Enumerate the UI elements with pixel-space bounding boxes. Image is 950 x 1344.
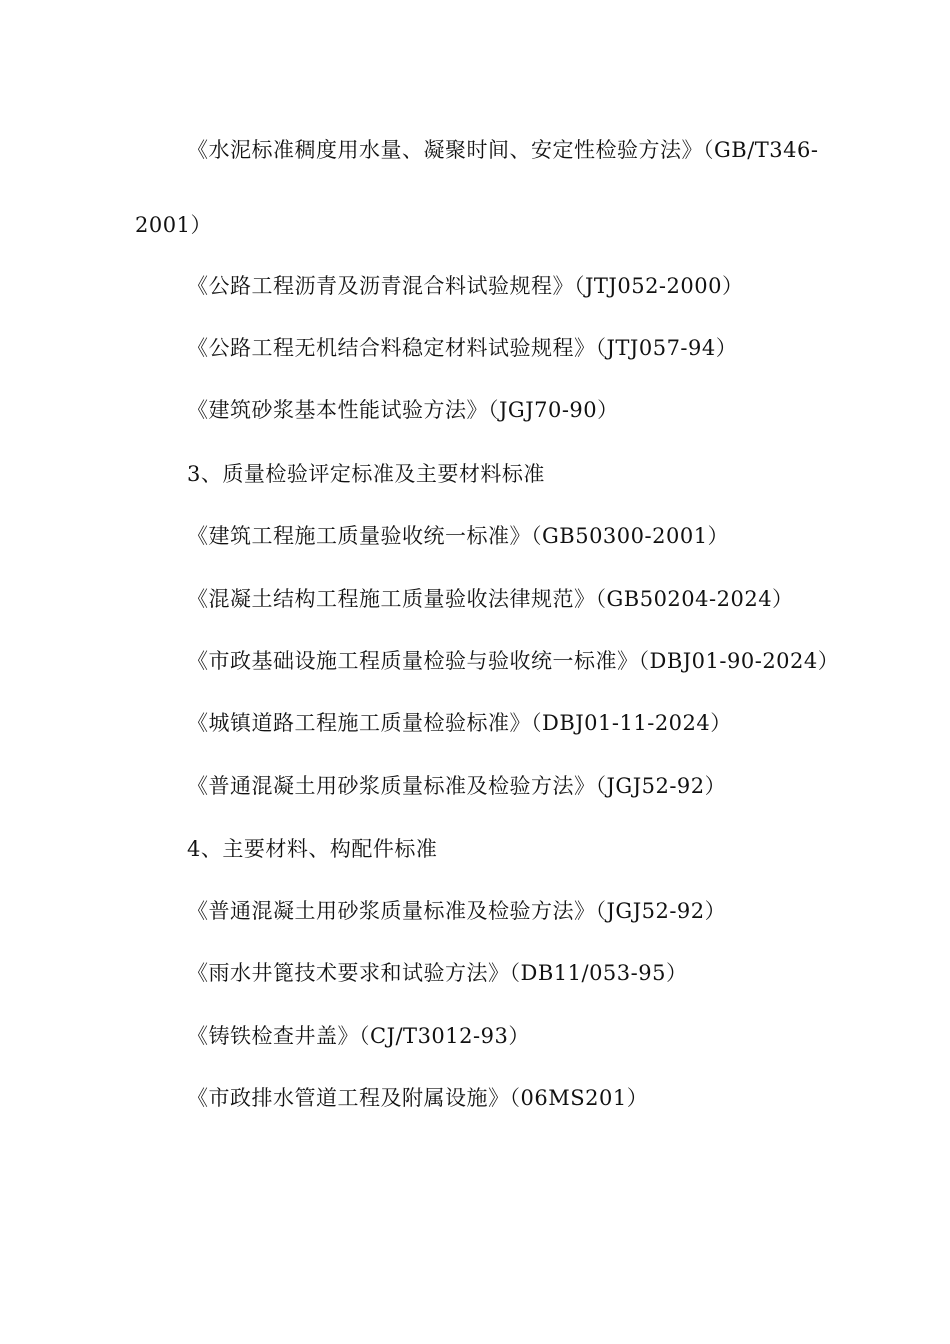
standard-line-concrete-sand: 《普通混凝土用砂浆质量标准及检验方法》（JGJ52-92） (187, 774, 727, 798)
standard-line-construction-acceptance: 《建筑工程施工质量验收统一标准》（GB50300-2001） (187, 524, 730, 548)
section-heading-quality-standards: 3、质量检验评定标准及主要材料标准 (187, 462, 545, 486)
standard-line-drainage-pipeline: 《市政排水管道工程及附属设施》（06MS201） (187, 1086, 649, 1110)
standard-line-mortar-test: 《建筑砂浆基本性能试验方法》（JGJ70-90） (187, 398, 619, 422)
standard-line-cement-test: 《水泥标准稠度用水量、凝聚时间、安定性检验方法》（GB/T346- (187, 138, 819, 162)
standard-line-concrete-sand-repeat: 《普通混凝土用砂浆质量标准及检验方法》（JGJ52-92） (187, 899, 727, 923)
standard-line-municipal-infrastructure: 《市政基础设施工程质量检验与验收统一标准》（DBJ01-90-2024） (187, 649, 840, 673)
standard-line-inorganic-binder-test: 《公路工程无机结合料稳定材料试验规程》（JTJ057-94） (187, 336, 738, 360)
standard-line-cement-test-continued: 2001） (135, 213, 212, 237)
standard-line-urban-road: 《城镇道路工程施工质量检验标准》（DBJ01-11-2024） (187, 711, 732, 735)
standard-line-rain-grate: 《雨水井篦技术要求和试验方法》（DB11/053-95） (187, 961, 688, 985)
section-heading-material-standards: 4、主要材料、构配件标准 (187, 837, 438, 861)
standard-line-cast-iron-cover: 《铸铁检查井盖》（CJ/T3012-93） (187, 1024, 530, 1048)
standard-line-concrete-acceptance: 《混凝土结构工程施工质量验收法律规范》（GB50204-2024） (187, 587, 794, 611)
standard-line-asphalt-test: 《公路工程沥青及沥青混合料试验规程》（JTJ052-2000） (187, 274, 744, 298)
